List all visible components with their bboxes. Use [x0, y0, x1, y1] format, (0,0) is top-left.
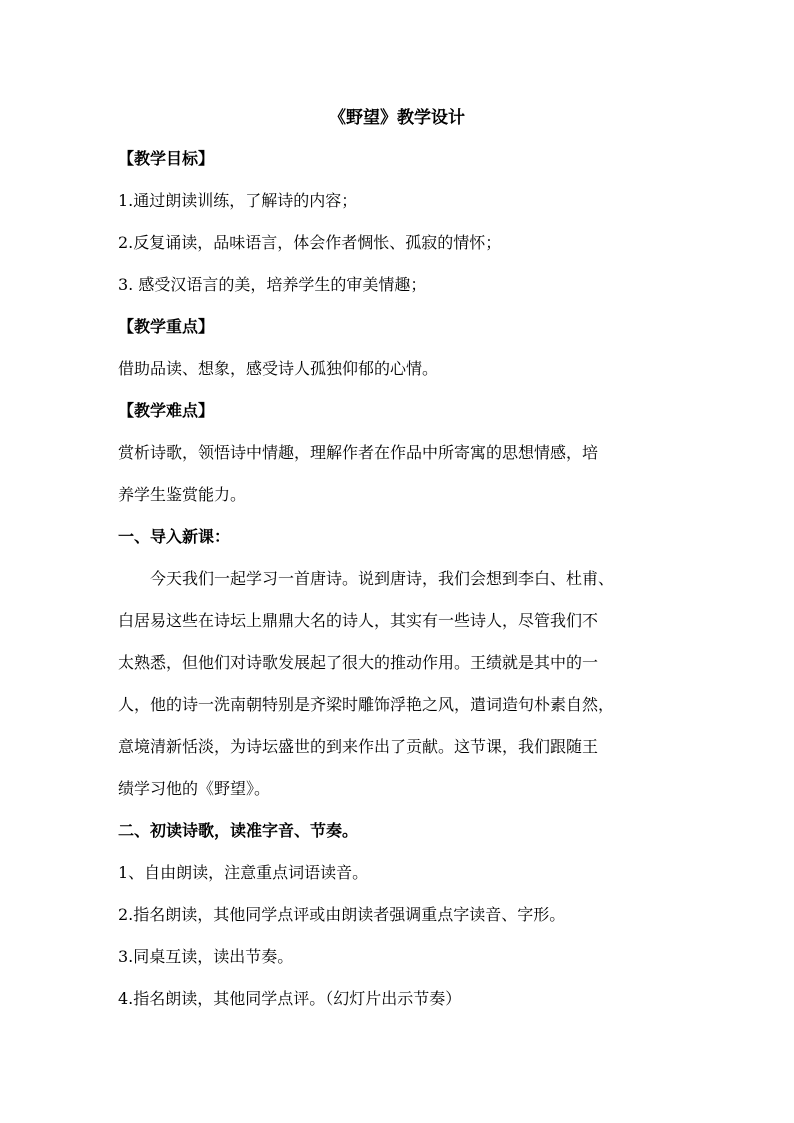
part1-paragraph-line: 白居易这些在诗坛上鼎鼎大名的诗人，其实有一些诗人，尽管我们不 — [118, 611, 599, 630]
difficulties-text-line: 养学生鉴赏能力。 — [118, 485, 247, 504]
difficulties-text-line: 赏析诗歌，领悟诗中情趣，理解作者在作品中所寄寓的思想情感，培 — [118, 443, 599, 462]
key-points-heading: 【教学重点】 — [118, 317, 215, 336]
part2-item: 2.指名朗读，其他同学点评或由朗读者强调重点字读音、字形。 — [118, 905, 566, 924]
part2-heading: 二、初读诗歌，读准字音、节奏。 — [118, 821, 359, 840]
part1-paragraph-line: 人，他的诗一洗南朝特别是齐梁时雕饰浮艳之风，遣词造句朴素自然， — [118, 695, 615, 714]
part1-paragraph-line: 太熟悉，但他们对诗歌发展起了很大的推动作用。王绩就是其中的一 — [118, 653, 599, 672]
objective-item: 3. 感受汉语言的美，培养学生的审美情趣； — [118, 275, 427, 294]
objective-item: 1.通过朗读训练，了解诗的内容； — [118, 191, 358, 210]
part2-item: 1、自由朗读，注意重点词语读音。 — [118, 863, 369, 882]
part1-paragraph-line: 今天我们一起学习一首唐诗。说到唐诗，我们会想到李白、杜甫、 — [150, 569, 615, 588]
part1-paragraph-line: 意境清新恬淡，为诗坛盛世的到来作出了贡献。这节课，我们跟随王 — [118, 737, 599, 756]
objectives-heading: 【教学目标】 — [118, 149, 215, 168]
part2-item: 4.指名朗读，其他同学点评。（幻灯片出示节奏） — [118, 989, 462, 1008]
objective-item: 2.反复诵读，品味语言，体会作者惆怅、孤寂的情怀； — [118, 233, 502, 252]
key-points-text: 借助品读、想象，感受诗人孤独仰郁的心情。 — [118, 359, 439, 378]
part2-item: 3.同桌互读，读出节奏。 — [118, 947, 294, 966]
part1-heading: 一、导入新课： — [118, 527, 231, 546]
page-title: 《野望》教学设计 — [329, 108, 465, 128]
part1-paragraph-line: 绩学习他的《野望》。 — [118, 779, 271, 798]
difficulties-heading: 【教学难点】 — [118, 401, 215, 420]
